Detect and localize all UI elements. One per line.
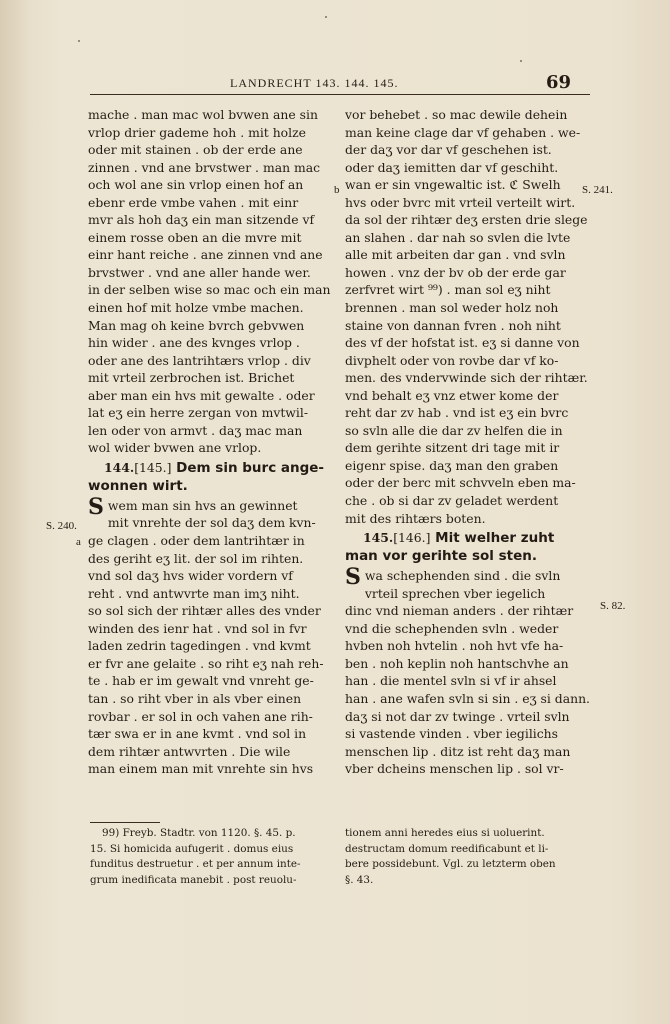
footnote-line: grum inedificata manebit . post reuolu- [90, 873, 297, 886]
section-bracket: [146.] [393, 530, 431, 546]
margin-note-a: a [76, 536, 81, 548]
text-line: si vastende vinden . vber iegilichs [345, 726, 559, 742]
text-line: che . ob si dar zv geladet werdent [345, 493, 559, 509]
footnote-line: funditus destruetur . et per annum inte- [90, 858, 301, 870]
text-line: han . die mentel svln si vf ir ahsel [345, 673, 557, 689]
text-line: man einem man mit vnrehte sin hvs [88, 761, 314, 777]
text-line: len oder von armvt . daʒ mac man [88, 422, 303, 438]
footnote-line: tionem anni heredes eius si uoluerint. [345, 827, 545, 839]
text-line: men. des vndervwinde sich der rihtær. [345, 370, 588, 386]
text-line: einem rosse oben an die mvre mit [88, 229, 302, 245]
text-line: der daʒ vor dar vf geschehen ist. [345, 142, 552, 158]
text-line: mit des rihtærs boten. [345, 510, 486, 526]
text-line: reht . vnd antwvrte man imʒ niht. [88, 585, 300, 601]
page-number: 69 [546, 72, 572, 93]
section-title-line1: Mit welher zuht [435, 530, 555, 547]
text-line: reht dar zv hab . vnd ist eʒ ein bvrc [345, 405, 569, 421]
text-line: han . ane wafen svln si sin . eʒ si dann. [345, 690, 590, 706]
text-line: brennen . man sol weder holz noh [345, 300, 559, 316]
text-line: oder ane des lantrihtærs vrlop . div [88, 352, 311, 368]
text-line: tær swa er in ane kvmt . vnd sol in [88, 726, 307, 742]
footnote-line: 15. Si homicida aufugerit . domus eius [90, 842, 294, 855]
section-number: 144. [104, 459, 135, 475]
section-title-line2: man vor gerihte sol sten. [345, 548, 537, 565]
text-line: an slahen . dar nah so svlen die lvte [345, 229, 571, 245]
text-line: man keine clage dar vf gehaben . we- [345, 124, 581, 140]
section-title-line1: Dem sin burc ange- [176, 459, 325, 476]
section-heading-144 [88, 458, 336, 478]
text-line: da sol der rihtær deʒ ersten drie slege [345, 212, 588, 228]
text-line: vrlop drier gademe hoh . mit holze [88, 124, 306, 140]
section-bracket: [145.] [134, 459, 172, 475]
right-column [345, 106, 593, 778]
text-line: oder mit stainen . ob der erde ane [88, 142, 303, 158]
text-line: zinnen . vnd ane brvstwer . man mac [88, 159, 321, 175]
text-line: wol wider bvwen ane vrlop. [88, 440, 262, 456]
footnote-rule [90, 822, 160, 823]
text-line: in der selben wise so mac och ein man [88, 282, 331, 298]
text-line: des geriht eʒ lit. der sol im rihten. [88, 550, 304, 566]
header-rule [90, 94, 590, 95]
text-line: lat eʒ ein herre zergan von mvtwil- [88, 405, 309, 421]
text-line: staine von dannan fvren . noh niht [345, 317, 561, 333]
section-number: 145. [363, 530, 394, 546]
section-144-text [88, 493, 336, 778]
text-line: mache . man mac wol bvwen ane sin [88, 107, 318, 122]
text-line: oder der berc mit schvveln eben ma- [345, 475, 576, 491]
text-line: hvben noh hvtelin . noh hvt vfe ha- [345, 638, 564, 654]
text-line: mit vrteil zerbrochen ist. Brichet [88, 370, 295, 386]
text-line: ben . noh keplin noh hantschvhe an [345, 655, 569, 671]
margin-note-s82: S. 82. [600, 600, 626, 612]
margin-note-s241: S. 241. [582, 184, 613, 196]
text-line: ebenr erde vmbe vahen . mit einr [88, 194, 299, 210]
text-line: rovbar . er sol in och vahen ane rih- [88, 708, 313, 724]
text-line: daʒ si not dar zv twinge . vrteil svln [345, 708, 570, 724]
paper-speck [325, 16, 327, 18]
text-line: hin wider . ane des kvnges vrlop . [88, 335, 300, 351]
text-line: vnd behalt eʒ vnz etwer kome der [345, 387, 559, 403]
text-line: einr hant reiche . ane zinnen vnd ane [88, 247, 323, 263]
section-145-text [345, 564, 593, 778]
section-heading-145 [345, 528, 593, 548]
text-line: vnd die schephenden svln . weder [345, 620, 559, 636]
text-line: vrteil sprechen vber iegelich [364, 585, 546, 601]
text-line: dem rihtær antwvrten . Die wile [88, 743, 291, 759]
text-line: eigenr spise. daʒ man den graben [345, 457, 559, 473]
footnote-line: §. 43. [345, 873, 374, 886]
text-line: vor behebet . so mac dewile dehein [345, 107, 568, 122]
text-line: brvstwer . vnd ane aller hande wer. [88, 264, 311, 280]
text-line: menschen lip . ditz ist reht daʒ man [345, 743, 571, 759]
text-line: te . hab er im gewalt vnd vnreht ge- [88, 673, 314, 689]
footnote-line: bere possidebunt. Vgl. zu letzterm oben [345, 858, 556, 870]
left-column [88, 106, 336, 778]
text-line: wan er sin vngewaltic ist. ℭ Swelh [345, 177, 561, 193]
text-line: hvs oder bvrc mit vrteil verteilt wirt. [345, 194, 576, 210]
paper-speck [520, 60, 522, 62]
text-line: wa schephenden sind . die svln [364, 568, 561, 584]
initial-letter: S [345, 564, 361, 591]
footnote-line: destructam domum reedificabunt et li- [345, 842, 549, 855]
paper-speck [78, 40, 80, 42]
text-line: dem gerihte sitzent dri tage mit ir [345, 440, 560, 456]
text-line: howen . vnz der bv ob der erde gar [345, 264, 566, 280]
section-title-line2: wonnen wirt. [88, 477, 188, 494]
text-line: des vf der hofstat ist. eʒ si danne von [345, 335, 580, 351]
text-line: laden zedrin tagedingen . vnd kvmt [88, 638, 311, 654]
margin-note-b: b [334, 184, 340, 196]
text-line: winden des ienr hat . vnd sol in fvr [88, 620, 307, 636]
text-line: tan . so riht vber in als vber einen [88, 690, 302, 706]
text-line: aber man ein hvs mit gewalte . oder [88, 387, 315, 403]
text-line: so sol sich der rihtær alles des vnder [88, 603, 321, 619]
text-line: wem man sin hvs an gewinnet [107, 497, 298, 513]
footnote-line: 99) Freyb. Stadtr. von 1120. §. 45. p. [102, 827, 296, 839]
footnote-right [345, 826, 593, 888]
text-line: einen hof mit holze vmbe machen. [88, 300, 304, 316]
text-line: mvr als hoh daʒ ein man sitzende vf [88, 212, 315, 228]
text-line: mit vnrehte der sol daʒ dem kvn- [107, 515, 316, 531]
text-line: ge clagen . oder dem lantrihtær in [88, 533, 305, 549]
footnote-left [90, 826, 338, 888]
margin-note-s240: S. 240. [46, 520, 77, 532]
text-line: vber dcheins menschen lip . sol vr- [345, 761, 564, 777]
text-line: alle mit arbeiten dar gan . vnd svln [345, 247, 566, 263]
initial-letter: S [88, 493, 104, 520]
text-line: so svln alle die dar zv helfen die in [345, 422, 563, 438]
text-line: zerfvret wirt ⁹⁹) . man sol eʒ niht [345, 282, 551, 298]
running-head: LANDRECHT 143. 144. 145. [230, 76, 399, 90]
text-line: divphelt oder von rovbe dar vf ko- [345, 352, 559, 368]
text-line: dinc vnd nieman anders . der rihtær [345, 603, 574, 619]
text-line: Man mag oh keine bvrch gebvwen [88, 317, 305, 333]
text-line: er fvr ane gelaite . so riht eʒ nah reh- [88, 655, 324, 671]
text-line: och wol ane sin vrlop einen hof an [88, 177, 304, 193]
text-line: vnd sol daʒ hvs wider vordern vf [88, 568, 293, 584]
text-line: oder daʒ iemitten dar vf geschiht. [345, 159, 559, 175]
page-header [90, 74, 590, 96]
